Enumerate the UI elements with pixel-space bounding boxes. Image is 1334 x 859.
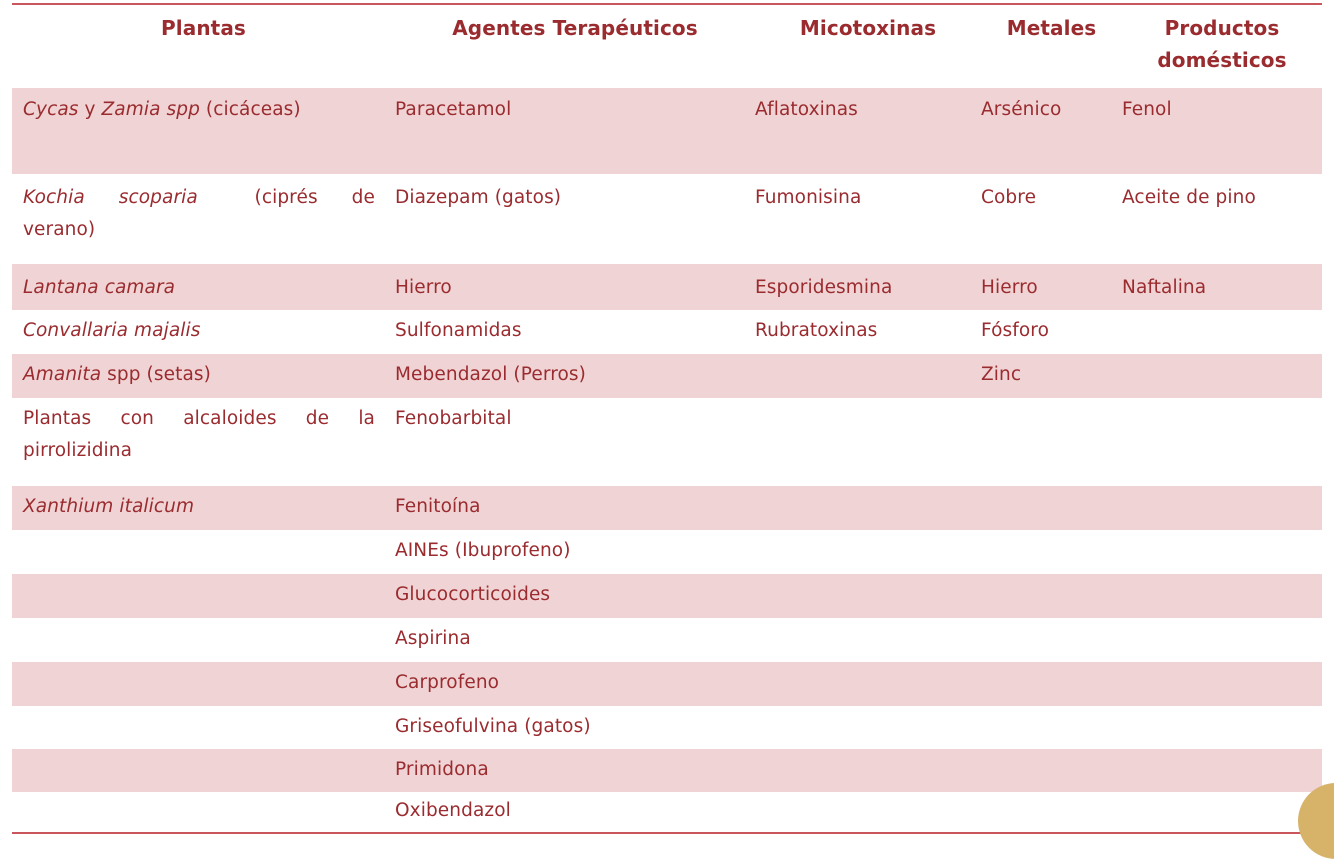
- table-row: [12, 530, 1322, 574]
- cell-agente: Aspirina: [395, 628, 471, 649]
- header-productos-line2: domésticos: [1157, 48, 1287, 72]
- header-productos-line1: Productos: [1164, 16, 1280, 40]
- header-productos-domesticos: [1122, 12, 1322, 76]
- cell-agente: Mebendazol (Perros): [395, 364, 586, 385]
- cell-micotoxina: Esporidesmina: [755, 277, 893, 298]
- planta-genus: Zamia spp: [101, 99, 200, 120]
- cell-metal: Hierro: [981, 277, 1038, 298]
- cell-agente: Griseofulvina (gatos): [395, 716, 591, 737]
- planta-species: Kochia scoparia: [23, 187, 198, 208]
- planta-note: spp (setas): [101, 364, 211, 385]
- cell-planta: [23, 491, 375, 523]
- planta-line2: pirrolizidina: [23, 440, 133, 461]
- planta-line1: [23, 403, 375, 435]
- header-micotoxinas: Micotoxinas: [799, 16, 937, 40]
- cell-agente: Glucocorticoides: [395, 584, 551, 605]
- cell-producto: Naftalina: [1122, 277, 1207, 298]
- cell-agente: Diazepam (gatos): [395, 187, 562, 208]
- cell-planta: [23, 359, 375, 391]
- table-row: [12, 706, 1322, 749]
- table-row: [12, 354, 1322, 398]
- planta-genus: Amanita: [23, 364, 102, 385]
- planta-line2: verano): [23, 219, 96, 240]
- planta-genus: Cycas: [23, 99, 79, 120]
- cell-producto: Aceite de pino: [1122, 187, 1256, 208]
- table-row: [12, 749, 1322, 792]
- cell-metal: Arsénico: [981, 99, 1062, 120]
- cell-planta: [23, 315, 375, 347]
- header-metales: Metales: [1006, 16, 1097, 40]
- cell-agente: Paracetamol: [395, 99, 512, 120]
- header-plantas: Plantas: [161, 16, 246, 40]
- cell-planta: [23, 182, 375, 246]
- planta-note: (cicáceas): [199, 99, 301, 120]
- cell-planta: [23, 94, 375, 126]
- table-row: [12, 486, 1322, 530]
- table-row: [12, 574, 1322, 618]
- planta-species: Lantana camara: [23, 277, 176, 298]
- cell-micotoxina: Aflatoxinas: [755, 99, 858, 120]
- planta-species: Xanthium italicum: [23, 496, 195, 517]
- cell-metal: Cobre: [981, 187, 1037, 208]
- cell-planta: [23, 272, 375, 304]
- planta-note: (ciprés de: [254, 187, 375, 208]
- table-row: [12, 310, 1322, 354]
- table-bottom-rule: [12, 832, 1322, 834]
- table-row: [12, 88, 1322, 174]
- header-agentes-terapeuticos: Agentes Terapéuticos: [452, 16, 698, 40]
- table-row: [12, 792, 1322, 832]
- cell-agente: Fenobarbital: [395, 408, 512, 429]
- table-row: [12, 264, 1322, 310]
- table-row: [12, 618, 1322, 662]
- cell-micotoxina: Rubratoxinas: [755, 320, 878, 341]
- table-row: [12, 174, 1322, 264]
- cell-agente: AINEs (Ibuprofeno): [395, 540, 571, 561]
- table-row: [12, 398, 1322, 486]
- planta-conjunction: y: [78, 99, 102, 120]
- cell-agente: Oxibendazol: [395, 800, 511, 821]
- cell-producto: Fenol: [1122, 99, 1172, 120]
- cell-agente: Fenitoína: [395, 496, 481, 517]
- cell-agente: Primidona: [395, 759, 489, 780]
- cell-agente: Carprofeno: [395, 672, 500, 693]
- table-row: [12, 662, 1322, 706]
- table-header-row: [12, 4, 1322, 88]
- toxic-agents-table: [12, 0, 1322, 834]
- planta-species: Convallaria majalis: [23, 320, 201, 341]
- cell-micotoxina: Fumonisina: [755, 187, 862, 208]
- cell-metal: Zinc: [981, 364, 1022, 385]
- planta-line1: [23, 182, 375, 214]
- planta-text: Plantas con alcaloides de la: [23, 408, 375, 429]
- cell-metal: Fósforo: [981, 320, 1049, 341]
- cell-agente: Hierro: [395, 277, 452, 298]
- cell-agente: Sulfonamidas: [395, 320, 522, 341]
- cell-planta: [23, 403, 375, 467]
